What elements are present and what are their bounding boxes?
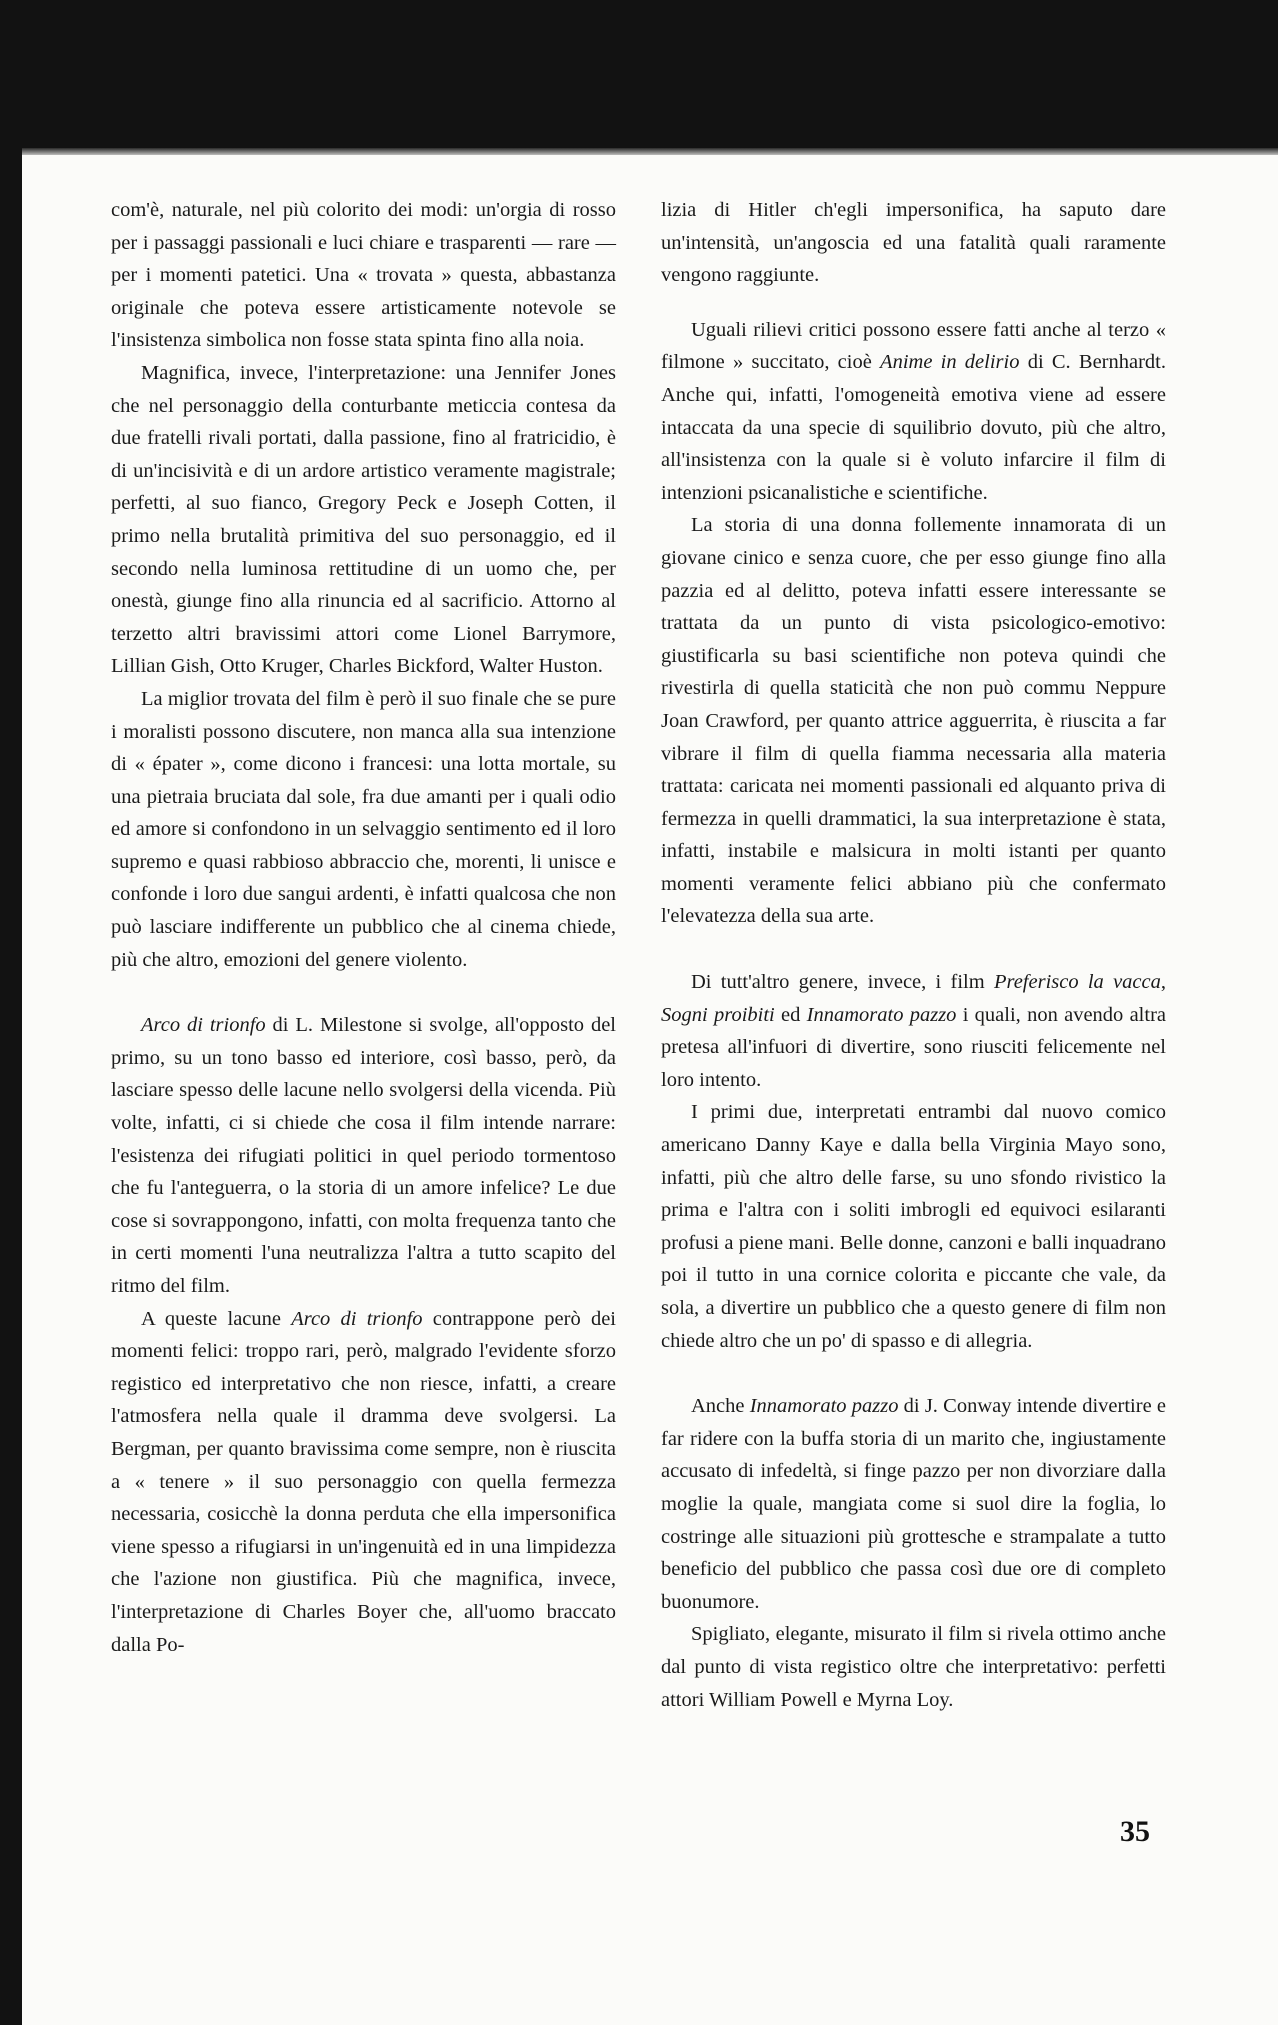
paragraph: lizia di Hitler ch'egli impersonifica, ha saputo dare un'intensità, un'angoscia ed una fatalità quali raramente vengono raggiunte. [661,199,1166,287]
film-title: Preferisco la vacca [993,971,1161,994]
paragraph-text: Anche [691,1395,750,1418]
film-title: Anime in delirio [880,351,1020,374]
left-column [111,194,616,1661]
paragraph: La storia di una donna follemente innamorata di un giovane cinico e senza cuore, che per esso giunge fino alla pazzia ed al delitto, poteva infatti essere interessante se trattata da un punto di vista psicologico-emotivo: giustificarla su basi scientifiche non poteva quindi che rivestirla di quella staticità che non può commu Neppure Joan Crawford, per quanto attrice agguerrita, è riuscita a far vibrare il film di quella fiamma necessaria alla materia trattata: caricata nei momenti passionali ed alquanto priva di fermezza in quelli drammatici, la sua interpretazione è stata, infatti, instabile e malsicura in molti istanti per quanto momenti veramente felici abbiano più che confermato l'elevatezza della sua arte. [661,514,1166,928]
paragraph: I primi due, interpretati entrambi dal nuovo comico americano Danny Kaye e dalla bella Virginia Mayo sono, infatti, più che altro delle farse, su uno sfondo rivistico la prima e l'altra con i soliti imbrogli ed equivoci esilaranti profusi a piene mani. Belle donne, canzoni e balli inquadrano poi il tutto in una cornice colorita e piccante che vale, da sola, a divertire un pubblico che a questo genere di film non chiede altro che un po' di spasso e di allegria. [661,1101,1166,1352]
right-column [661,194,1166,1716]
paragraph [111,1303,616,1662]
paragraph: Magnifica, invece, l'interpretazione: una Jennifer Jones che nel personaggio della conturbante meticcia contesa da due fratelli rivali portati, dalla passione, fino al fratricidio, è di un'incisività e di un ardore artistico veramente magistrale; perfetti, al suo fianco, Gregory Peck e Joseph Cotten, il primo nella brutalità primitiva del suo personaggio, ed il secondo nella luminosa rettitudine di un uomo che, per onestà, giunge fino alla rinuncia ed al sacrificio. Attorno al terzetto altri bravissimi attori come Lionel Barrymore, Lillian Gish, Otto Kruger, Charles Bickford, Walter Huston. [111,361,616,678]
paragraph [111,1009,616,1302]
paragraph-text: Di tutt'altro genere, invece, i film [691,971,994,994]
film-title: Arco di trionfo [141,1014,266,1037]
film-title: Sogni proibiti [661,1003,775,1026]
page-number: 35 [1120,1815,1150,1848]
paragraph-text: , [1160,971,1166,994]
paragraph-text: ed [774,1003,807,1026]
paragraph-text: di C. Bernhardt. Anche qui, infatti, l'omogeneità emotiva viene ad essere intaccata da una specie di squilibrio dovuto, più che altro, all'insistenza con la quale si è voluto infarcire il film di intenzioni psicanalistiche e scientifiche. [661,351,1166,504]
paragraph [661,966,1166,1096]
paragraph [661,314,1166,510]
scan-border-top [0,0,1278,155]
paragraph-text: i quali, non avendo altra pretesa all'infuori di divertire, sono riusciti felicemente nel loro intento. [661,1003,1166,1091]
paragraph-text: A queste lacune [141,1307,292,1330]
paragraph-text: contrappone però dei momenti felici: troppo rari, però, malgrado l'evidente sforzo registico ed interpretativo che non riesce, infatti, a creare l'atmosfera nella quale il dramma deve svolgersi. La Bergman, per quanto bravissima come sempre, non è riuscita a « tenere » il suo personaggio con quella fermezza necessaria, cosicchè la donna perduta che ella impersonifica viene spesso a rifugiarsi in un'ingenuità ed in una limpidezza che l'azione non giustifica. Più che magnifica, invece, l'interpretazione di Charles Boyer che, all'uomo braccato dalla Po- [111,1307,616,1656]
film-title: Innamorato pazzo [806,1003,957,1026]
film-title: Innamorato pazzo [749,1395,899,1418]
paragraph-text: di J. Conway intende divertire e far ridere con la buffa storia di un marito che, ingiustamente accusato di infedeltà, si finge pazzo per non divorziare dalla moglie la quale, mangiata come si suol dire la foglia, lo costringe alle situazioni più grottesche e strampalate a tutto beneficio del pubblico che passa così due ore di completo buonumore. [661,1395,1166,1613]
paragraph-text: Uguali rilievi critici possono essere fatti anche al terzo « filmone » succitato, cioè [661,318,1166,374]
paragraph-text: di L. Milestone si svolge, all'opposto del primo, su un tono basso ed interiore, così basso, però, da lasciare spesso delle lacune nello svolgersi della vicenda. Più volte, infatti, ci si chiede che cosa il film intende narrare: l'esistenza dei rifugiati politici in quel periodo tormentoso che fu l'anteguerra, o la storia di un amore infelice? Le due cose si sovrappongono, infatti, con molta frequenza tanto che in certi momenti l'una neutralizza l'altra a tutto scapito del ritmo del film. [111,1014,616,1297]
paragraph [661,1390,1166,1618]
paragraph: com'è, naturale, nel più colorito dei modi: un'orgia di rosso per i passaggi passionali e luci chiare e trasparenti — rare — per i momenti patetici. Una « trovata » questa, abbastanza originale che poteva essere artisticamente notevole se l'insistenza simbolica non fosse stata spinta fino alla noia. [111,199,616,352]
scan-border-left [0,0,22,2025]
film-title: Arco di trionfo [291,1307,423,1330]
paragraph: La miglior trovata del film è però il suo finale che se pure i moralisti possono discutere, non manca alla sua intenzione di « épater », come dicono i francesi: una lotta mortale, su una pietraia bruciata dal sole, fra due amanti per i quali odio ed amore si confondono in un selvaggio sentimento ed il loro supremo e quasi rabbioso abbraccio che, morenti, li unisce e confonde i loro due sangui ardenti, è infatti qualcosa che non può lasciare indifferente un pubblico che al cinema chiede, più che altro, emozioni del genere violento. [111,687,616,971]
paragraph: Spigliato, elegante, misurato il film si rivela ottimo anche dal punto di vista registico oltre che interpretativo: perfetti attori William Powell e Myrna Loy. [661,1623,1166,1711]
